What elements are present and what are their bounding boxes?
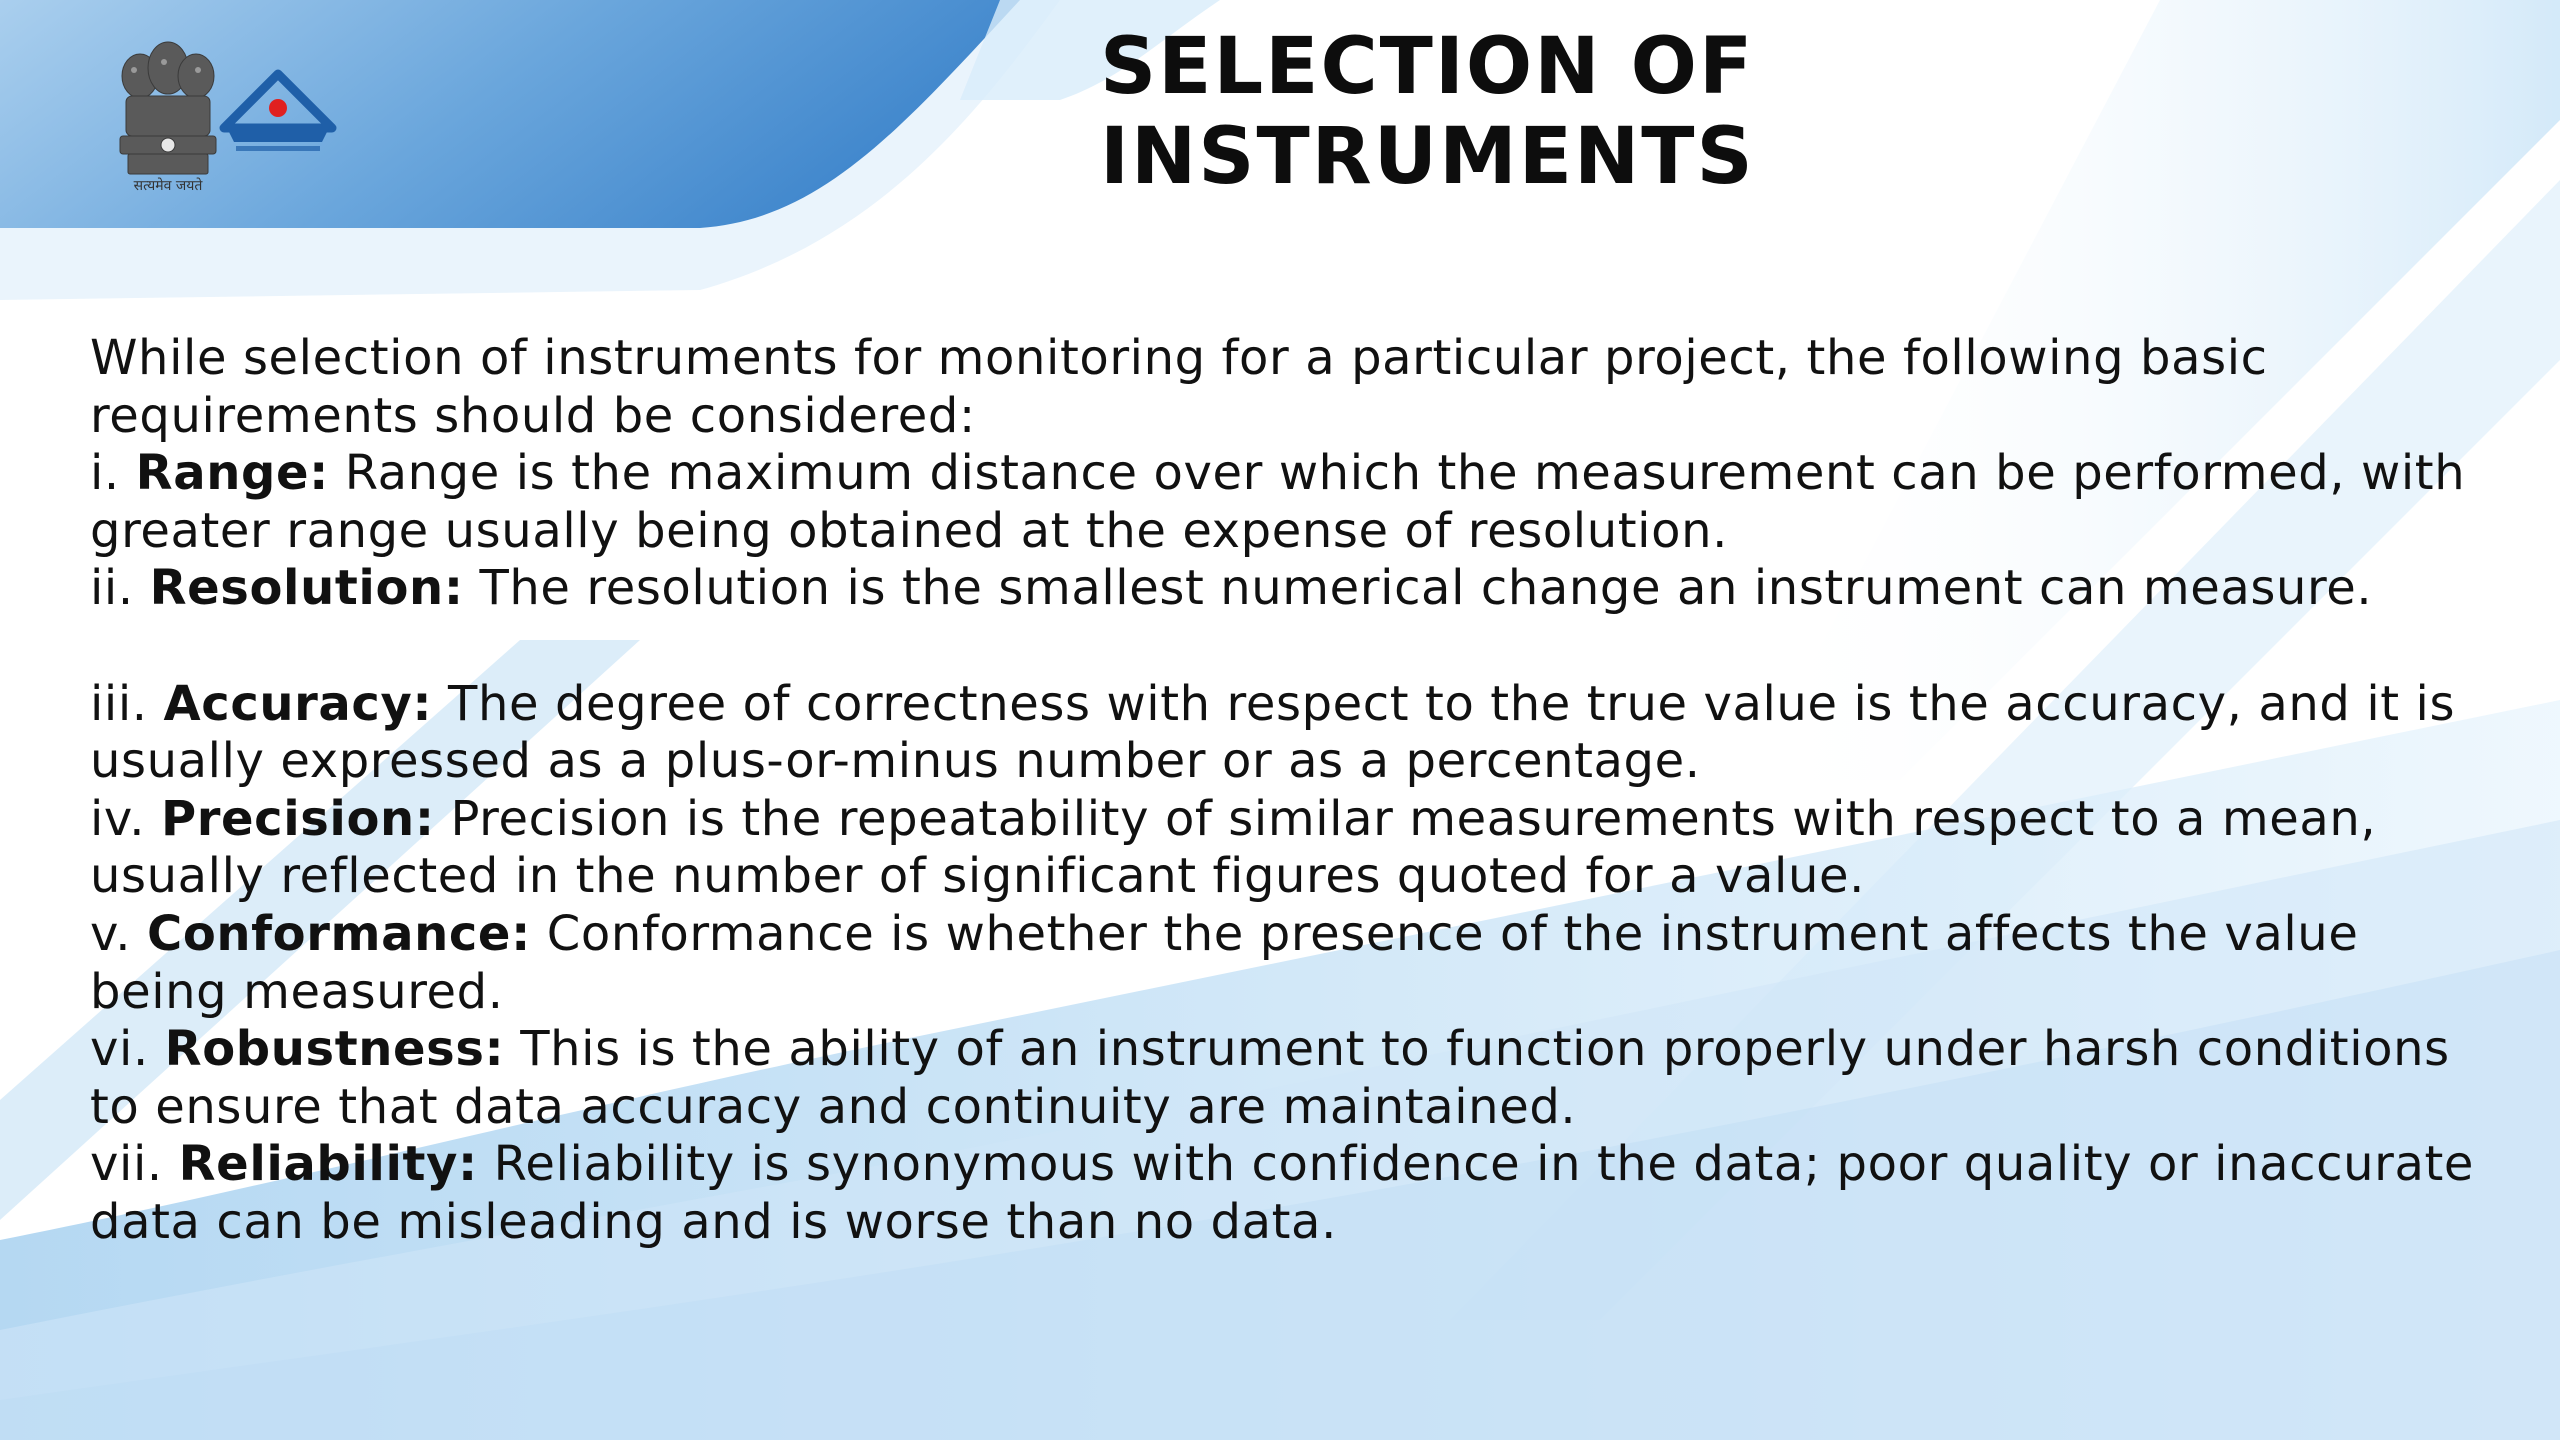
item-number: iv.	[90, 790, 146, 847]
item-text: Conformance is whether the presence of the instrument affects the value being measured.	[90, 905, 2359, 1020]
item-term: Accuracy:	[163, 675, 433, 732]
paragraph-gap	[90, 618, 2490, 676]
slide-title: SELECTION OF INSTRUMENTS	[1100, 22, 1755, 202]
item-term: Conformance:	[147, 905, 531, 962]
list-item-accuracy	[90, 676, 2490, 791]
item-term: Resolution:	[149, 560, 464, 617]
item-text: Precision is the repeatability of similar measurements with respect to a mean, usually reflected in the number of significant figures quoted for a value.	[90, 790, 2377, 905]
item-number: vii.	[90, 1136, 163, 1193]
list-item-precision	[90, 791, 2490, 906]
item-number: vi.	[90, 1021, 149, 1078]
list-item-range	[90, 445, 2490, 560]
item-number: v.	[90, 905, 132, 962]
list-item-reliability	[90, 1136, 2490, 1251]
list-item-resolution	[90, 560, 2490, 618]
item-number: i.	[90, 445, 120, 502]
item-term: Robustness:	[164, 1021, 505, 1078]
emblem-motto: सत्यमेव जयते	[133, 178, 203, 194]
item-text: The resolution is the smallest numerical change an instrument can measure.	[479, 560, 2373, 617]
item-term: Reliability:	[178, 1136, 478, 1193]
slide-body	[90, 330, 2490, 1252]
item-text: Reliability is synonymous with confidence in the data; poor quality or inaccurate data can be misleading and is worse than no data.	[90, 1136, 2475, 1250]
item-number: iii.	[90, 675, 148, 732]
item-term: Range:	[135, 445, 329, 502]
intro-paragraph: While selection of instruments for monitoring for a particular project, the following basic requirements should be considered:	[90, 330, 2268, 444]
item-number: ii.	[90, 560, 134, 617]
item-text: This is the ability of an instrument to function properly under harsh conditions to ensure that data accuracy and continuity are maintained.	[90, 1021, 2450, 1135]
national-emblem-logo	[112, 26, 224, 196]
item-text: Range is the maximum distance over which the measurement can be performed, with greater range usually being obtained at the expense of resolution.	[90, 445, 2466, 559]
bis-logo	[218, 68, 338, 156]
list-item-robustness	[90, 1021, 2490, 1136]
item-term: Precision:	[160, 790, 435, 847]
item-text: The degree of correctness with respect to the true value is the accuracy, and it is usually expressed as a plus-or-minus number or as a percentage.	[90, 675, 2456, 790]
list-item-conformance	[90, 906, 2490, 1021]
